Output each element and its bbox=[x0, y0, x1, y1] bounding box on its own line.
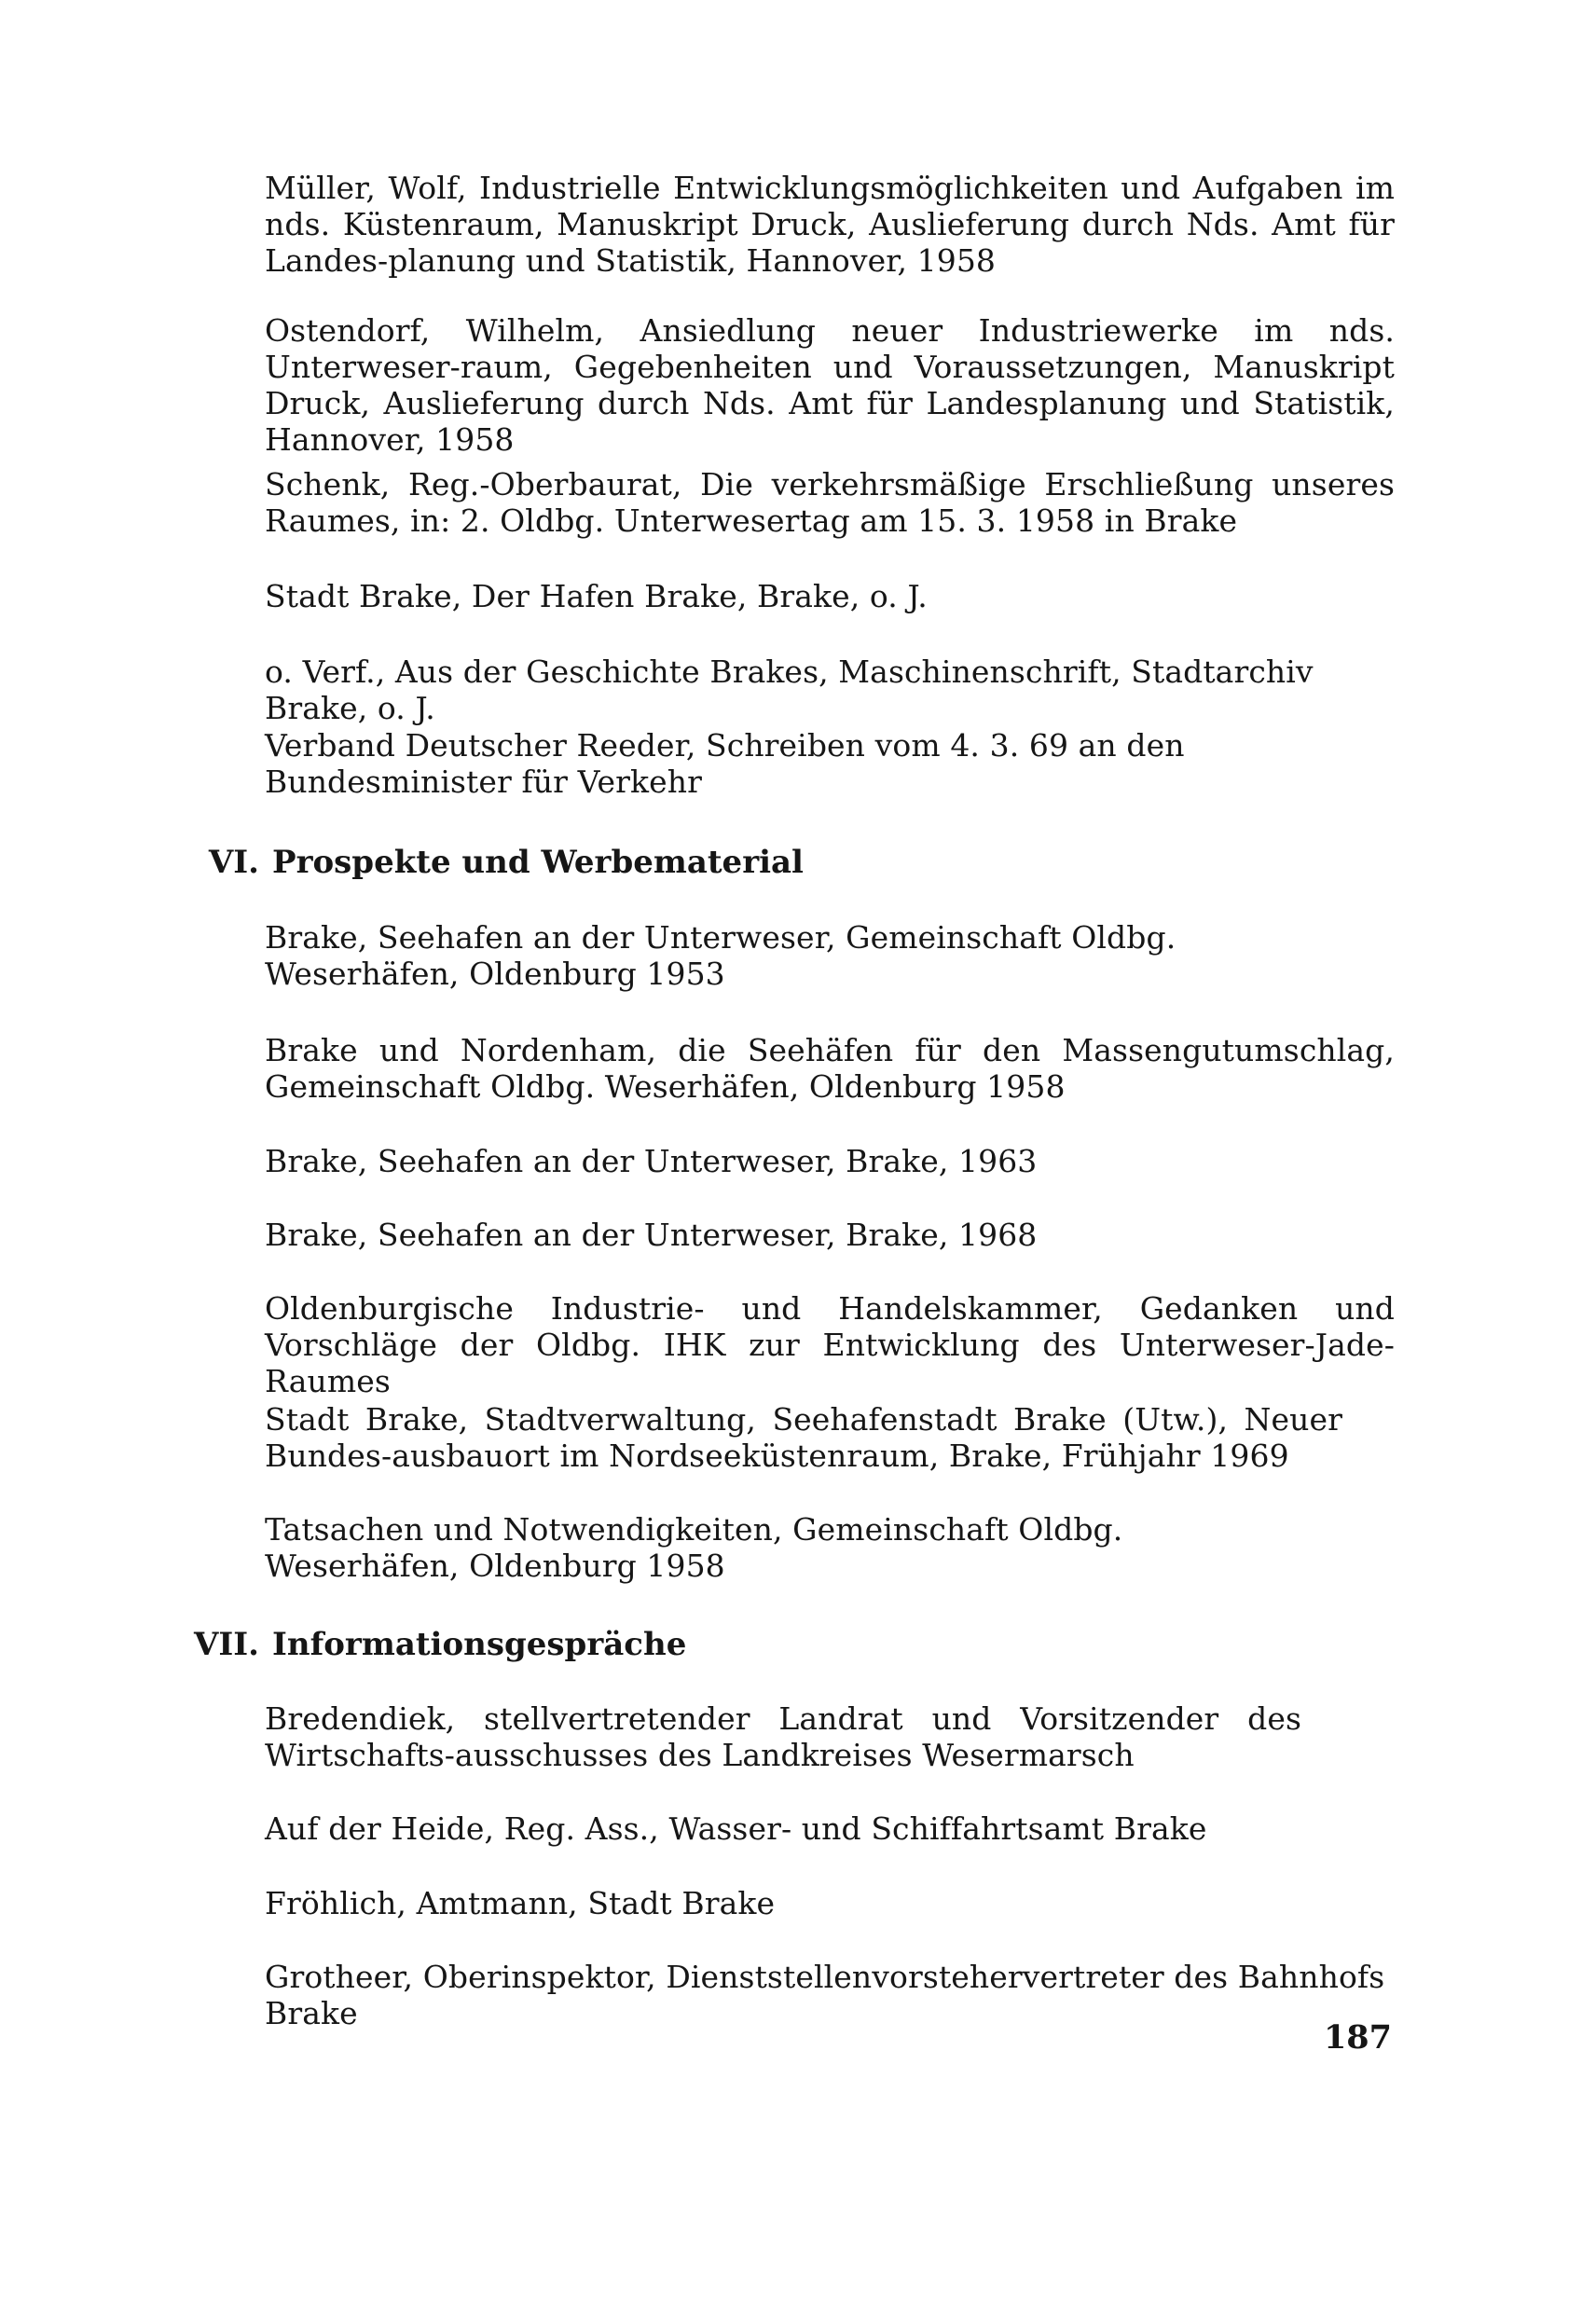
list-item: Bredendiek, stellvertretender Landrat und Vorsitzender des Wirtschafts-ausschusses des Landkreises Wesermarsch bbox=[265, 1700, 1301, 1773]
bibliography-entry-verband-reeder: Verband Deutscher Reeder, Schreiben vom 4. 3. 69 an den Bundesminister für Verkehr bbox=[265, 727, 1185, 800]
list-item: Brake, Seehafen an der Unterweser, Brake, 1963 bbox=[265, 1143, 1038, 1179]
section-title: Informationsgespräche bbox=[272, 1626, 687, 1663]
bibliography-entry-mueller: Müller, Wolf, Industrielle Entwicklungsmöglichkeiten und Aufgaben im nds. Küstenraum, Manuskript Druck, Auslieferung durch Nds. Amt für Landes-planung und Statistik, Hannover, 1958 bbox=[265, 170, 1395, 279]
bibliography-entry-stadt-brake-hafen: Stadt Brake, Der Hafen Brake, Brake, o. J. bbox=[265, 578, 928, 614]
list-item: Fröhlich, Amtmann, Stadt Brake bbox=[265, 1885, 776, 1921]
list-item: Brake, Seehafen an der Unterweser, Gemeinschaft Oldbg. Weserhäfen, Oldenburg 1953 bbox=[265, 919, 1176, 992]
section-number: VII. bbox=[193, 1626, 259, 1663]
list-item: Oldenburgische Industrie- und Handelskammer, Gedanken und Vorschläge der Oldbg. IHK zur Entwicklung des Unterweser-Jade-Raumes bbox=[265, 1290, 1395, 1399]
list-item: Grotheer, Oberinspektor, Dienststellenvorstehervertreter des Bahnhofs Brake bbox=[265, 1959, 1385, 2031]
section-number: VI. bbox=[208, 844, 259, 881]
list-item: Brake und Nordenham, die Seehäfen für den Massengutumschlag, Gemeinschaft Oldbg. Weserhäfen, Oldenburg 1958 bbox=[265, 1032, 1395, 1105]
list-item: Brake, Seehafen an der Unterweser, Brake, 1968 bbox=[265, 1217, 1038, 1253]
bibliography-entry-o-verf: o. Verf., Aus der Geschichte Brakes, Maschinenschrift, Stadtarchiv Brake, o. J. bbox=[265, 654, 1314, 726]
page-number: 187 bbox=[1323, 2018, 1392, 2057]
list-item: Auf der Heide, Reg. Ass., Wasser- und Schiffahrtsamt Brake bbox=[265, 1810, 1207, 1847]
section-heading-vi bbox=[183, 844, 804, 881]
list-item: Tatsachen und Notwendigkeiten, Gemeinschaft Oldbg. Weserhäfen, Oldenburg 1958 bbox=[265, 1511, 1123, 1584]
section-title: Prospekte und Werbematerial bbox=[272, 844, 804, 881]
bibliography-entry-schenk: Schenk, Reg.-Oberbaurat, Die verkehrsmäßige Erschließung unseres Raumes, in: 2. Oldbg. Unterwesertag am 15. 3. 1958 in Brake bbox=[265, 466, 1395, 539]
section-heading-vii bbox=[183, 1626, 686, 1663]
bibliography-entry-ostendorf: Ostendorf, Wilhelm, Ansiedlung neuer Industriewerke im nds. Unterweser-raum, Gegebenheiten und Voraussetzungen, Manuskript Druck, Auslieferung durch Nds. Amt für Landesplanung und Statistik, Hannover, 1958 bbox=[265, 312, 1395, 458]
list-item: Stadt Brake, Stadtverwaltung, Seehafenstadt Brake (Utw.), Neuer Bundes-ausbauort im Nordseeküstenraum, Brake, Frühjahr 1969 bbox=[265, 1401, 1342, 1474]
